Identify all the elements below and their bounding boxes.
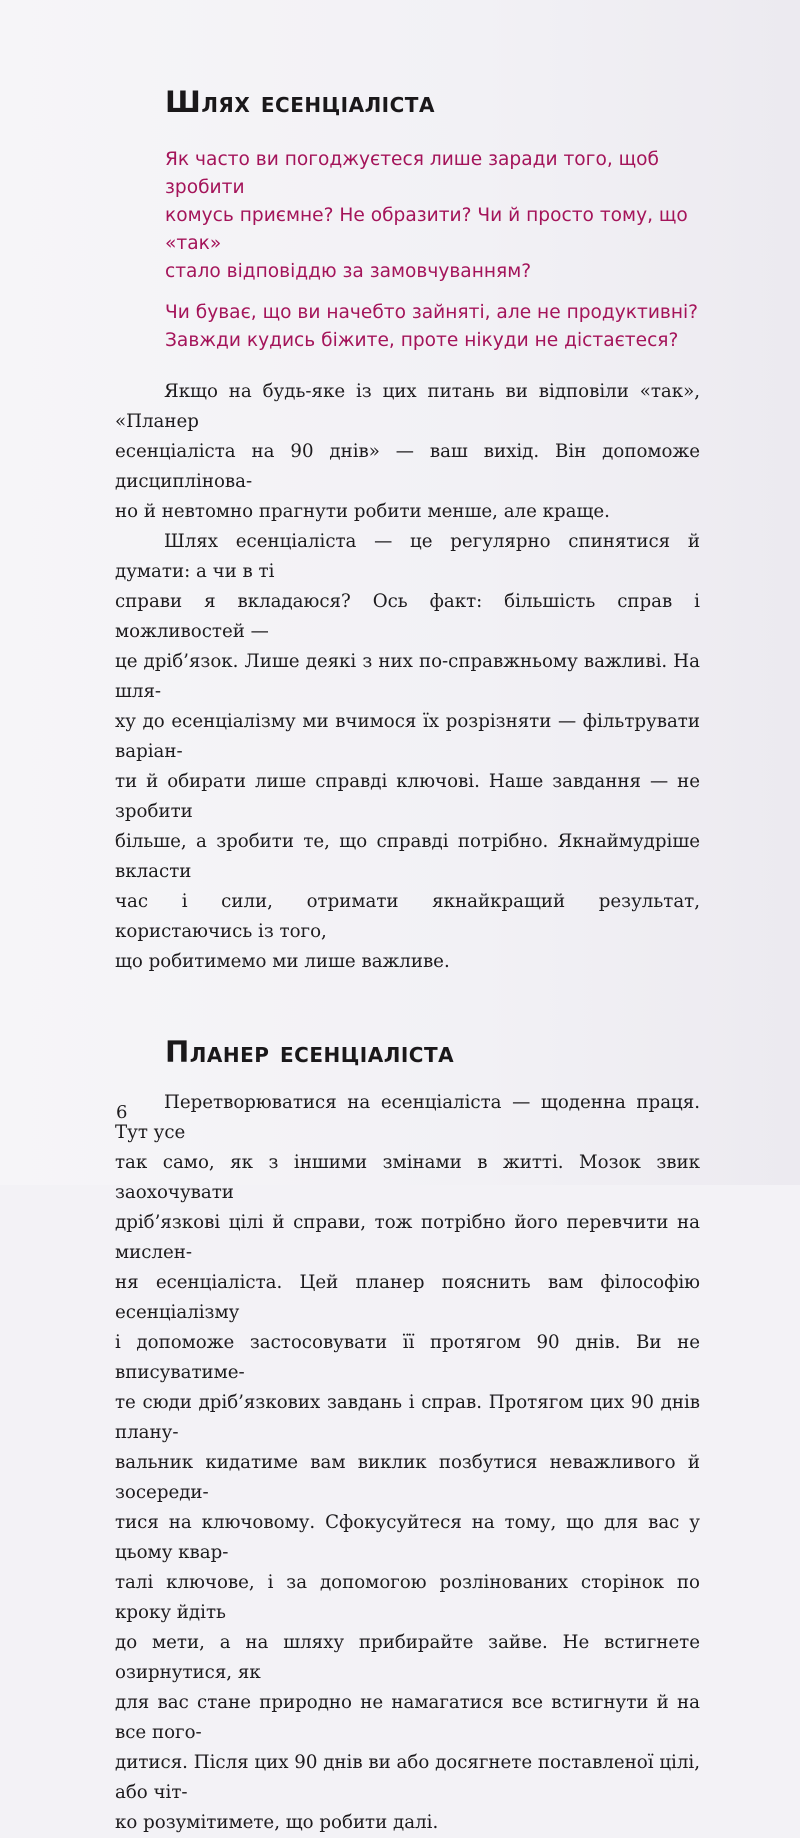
section-essentialist-path [115,82,700,977]
section-title: Шлях есенціаліста [165,85,435,119]
page-number: 6 [116,1102,128,1123]
body-paragraph: Перетворюватися на есенціаліста — щоденна праця. Тут усе так само, як з іншими змінами в житті. Мозок звик заохочувати дріб’язкові цілі й справи, тож потрібно його перевчити на мислен- ня есенціаліста. Цей планер пояснить вам філософію есенціалізму і допоможе застосовувати її протягом 90 днів. Ви не вписуватиме- те сюди дріб’язкових завдань і справ. Протягом цих 90 днів плану- вальник кидатиме вам виклик позбутися неважливого й зосереди- тися на ключовому. Сфокусуйтеся на тому, що для вас у цьому квар- талі ключове, і за допомогою розлінованих сторінок по кроку йдіть до мети, а на шляху прибирайте зайве. Не встигнете озирнутися, як для вас стане природно не намагатися все встигнути й на все пого- дитися. Після цих 90 днів ви або досягнете поставленої цілі, або чіт- ко розумітимете, що робити далі. [115,1092,700,1833]
body-paragraph: Шлях есенціаліста — це регулярно спинятися й думати: а чи в ті справи я вкладаюся? Ось факт: більшість справ і можливостей — це дріб’язок. Лише деякі з них по-справжньому важливі. На шля- ху до есенціалізму ми вчимося їх розрізняти — фільтрувати варіан- ти й обирати лише справді ключові. Наше завдання — не зробити більше, а зробити те, що справді потрібно. Якнаймудріше вкласти час і сили, отримати якнайкращий результат, користаючись із того, що робитимемо ми лише важливе. [115,531,700,972]
body-paragraph: Якщо на будь-яке із цих питань ви відповіли «так», «Планер есенціаліста на 90 днів» — ваш вихід. Він допоможе дисциплінова- но й невтомно прагнути робити менше, але краще. [115,381,700,522]
section-body [115,377,700,977]
page-content [115,82,700,1838]
section-essentialist-planner [115,1032,700,1838]
question-paragraph: Як часто ви погоджуєтеся лише заради того, щоб зробити комусь приємне? Не образити? Чи й просто тому, що «так» стало відповіддю за замовчуванням? [165,149,688,282]
section-title: Планер есенціаліста [165,1035,455,1069]
question-paragraph: Чи буває, що ви начебто зайняті, але не продуктивні? Завжди кудись біжите, проте нікуди не дістаєтеся? [165,302,699,351]
highlighted-questions [165,146,700,355]
section-body [115,1088,700,1838]
